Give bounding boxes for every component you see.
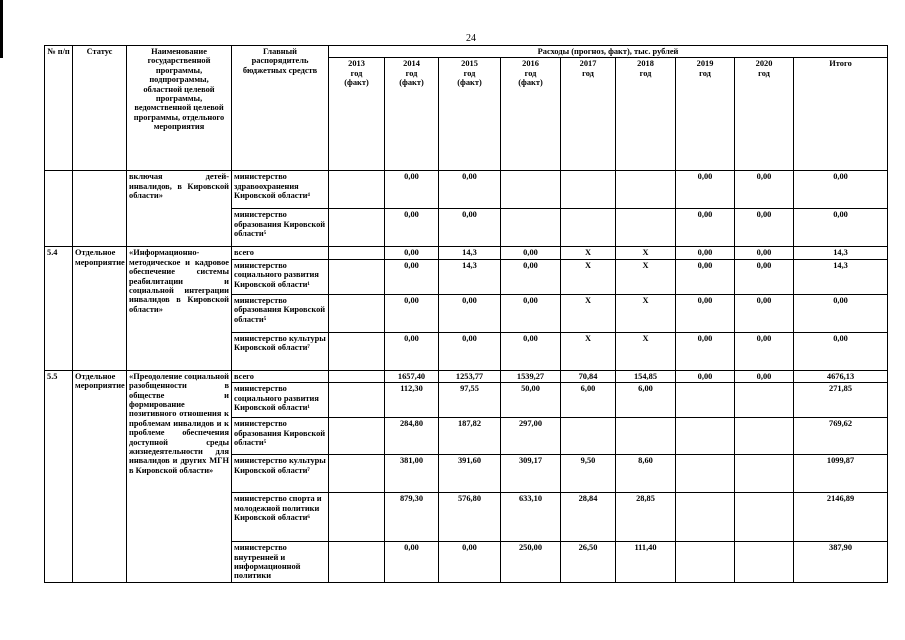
- value-cell: 0,00: [794, 171, 888, 209]
- value-cell: [501, 171, 561, 209]
- value-cell: 111,40: [616, 542, 676, 583]
- continuation-name: включая детей-инвалидов, в Кировской области»: [127, 171, 232, 247]
- table-row: [45, 171, 888, 209]
- value-cell: [676, 383, 735, 418]
- value-cell: [329, 493, 385, 542]
- value-cell: 769,62: [794, 418, 888, 455]
- text-cell: (факт): [344, 78, 369, 88]
- value-cell: 1099,87: [794, 455, 888, 493]
- text-cell: год: [582, 68, 594, 78]
- value-cell: 381,00: [385, 455, 439, 493]
- value-cell: 0,00: [501, 247, 561, 259]
- value-cell: 0,00: [735, 209, 794, 247]
- value-cell: [735, 455, 794, 493]
- status-cell: Отдельное мероприятие: [73, 370, 127, 582]
- header-expenses: Расходы (прогноз, факт), тыс. рублей: [329, 46, 888, 58]
- value-cell: [561, 418, 616, 455]
- value-cell: [329, 209, 385, 247]
- header-status: Статус: [73, 46, 127, 171]
- value-cell: [329, 247, 385, 259]
- value-cell: 0,00: [439, 294, 501, 332]
- value-cell: X: [561, 259, 616, 294]
- value-cell: 0,00: [794, 209, 888, 247]
- value-cell: 14,3: [794, 247, 888, 259]
- value-cell: X: [616, 259, 676, 294]
- value-cell: 50,00: [501, 383, 561, 418]
- number-cell: 5.4: [45, 247, 73, 370]
- text-cell: 2017: [579, 59, 597, 69]
- value-cell: [329, 542, 385, 583]
- value-cell: X: [561, 332, 616, 370]
- header-total: Итого: [794, 58, 888, 171]
- value-cell: 0,00: [735, 247, 794, 259]
- value-cell: [735, 383, 794, 418]
- value-cell: 14,3: [439, 259, 501, 294]
- value-cell: 0,00: [385, 294, 439, 332]
- header-year: [676, 58, 735, 171]
- value-cell: 0,00: [735, 332, 794, 370]
- value-cell: [676, 455, 735, 493]
- value-cell: 1539,27: [501, 370, 561, 382]
- value-cell: X: [616, 294, 676, 332]
- value-cell: 309,17: [501, 455, 561, 493]
- page-edge-mark: [0, 0, 3, 58]
- value-cell: 4676,13: [794, 370, 888, 382]
- value-cell: X: [561, 294, 616, 332]
- manager-cell: министерство социального развития Кировской области¹: [232, 259, 329, 294]
- table-row: [45, 370, 888, 382]
- manager-cell: министерство спорта и молодежной политики Кировской области⁶: [232, 493, 329, 542]
- value-cell: 0,00: [385, 209, 439, 247]
- value-cell: 6,00: [561, 383, 616, 418]
- table-cell: [73, 171, 127, 247]
- text-cell: 2018: [637, 59, 654, 69]
- manager-cell: министерство образования Кировской области⁵: [232, 418, 329, 455]
- value-cell: 576,80: [439, 493, 501, 542]
- value-cell: 633,10: [501, 493, 561, 542]
- value-cell: [616, 209, 676, 247]
- number-cell: 5.5: [45, 370, 73, 582]
- header-year: [561, 58, 616, 171]
- value-cell: 0,00: [676, 209, 735, 247]
- value-cell: 0,00: [735, 171, 794, 209]
- value-cell: X: [616, 247, 676, 259]
- value-cell: [329, 455, 385, 493]
- value-cell: [735, 418, 794, 455]
- value-cell: 0,00: [794, 332, 888, 370]
- manager-cell: министерство образования Кировской области⁵: [232, 294, 329, 332]
- value-cell: 14,3: [794, 259, 888, 294]
- value-cell: X: [561, 247, 616, 259]
- manager-cell: министерство культуры Кировской области⁷: [232, 332, 329, 370]
- value-cell: 0,00: [676, 332, 735, 370]
- value-cell: [329, 332, 385, 370]
- value-cell: [561, 209, 616, 247]
- text-cell: 2014: [403, 59, 420, 69]
- text-cell: (факт): [399, 78, 424, 88]
- value-cell: 0,00: [676, 247, 735, 259]
- value-cell: [501, 209, 561, 247]
- value-cell: [329, 383, 385, 418]
- value-cell: 187,82: [439, 418, 501, 455]
- manager-cell: всего: [232, 247, 329, 259]
- text-cell: год: [524, 68, 537, 78]
- value-cell: [676, 542, 735, 583]
- header-year: [385, 58, 439, 171]
- value-cell: 250,00: [501, 542, 561, 583]
- value-cell: 0,00: [385, 171, 439, 209]
- value-cell: 0,00: [501, 259, 561, 294]
- manager-cell: министерство образования Кировской области⁵: [232, 209, 329, 247]
- text-cell: год: [699, 68, 711, 78]
- text-cell: год: [758, 68, 770, 78]
- text-cell: год: [350, 68, 363, 78]
- value-cell: [735, 493, 794, 542]
- value-cell: [329, 370, 385, 382]
- manager-cell: министерство социального развития Кировской области¹: [232, 383, 329, 418]
- table-cell: [45, 171, 73, 247]
- header-year: [329, 58, 385, 171]
- header-year: [616, 58, 676, 171]
- text-cell: 2016: [522, 59, 539, 69]
- value-cell: X: [616, 332, 676, 370]
- value-cell: 2146,89: [794, 493, 888, 542]
- value-cell: [616, 418, 676, 455]
- text-cell: год: [639, 68, 652, 78]
- header-year: [439, 58, 501, 171]
- value-cell: 0,00: [676, 171, 735, 209]
- page-number: 24: [466, 33, 476, 44]
- value-cell: 0,00: [439, 209, 501, 247]
- manager-cell: министерство здравоохранения Кировской области⁴: [232, 171, 329, 209]
- value-cell: 391,60: [439, 455, 501, 493]
- table-row: [45, 247, 888, 259]
- value-cell: 879,30: [385, 493, 439, 542]
- value-cell: [329, 259, 385, 294]
- value-cell: 154,85: [616, 370, 676, 382]
- value-cell: 97,55: [439, 383, 501, 418]
- manager-cell: министерство культуры Кировской области⁷: [232, 455, 329, 493]
- value-cell: [616, 171, 676, 209]
- value-cell: 70,84: [561, 370, 616, 382]
- value-cell: 0,00: [501, 332, 561, 370]
- value-cell: 0,00: [676, 370, 735, 382]
- value-cell: 387,90: [794, 542, 888, 583]
- value-cell: 26,50: [561, 542, 616, 583]
- value-cell: 9,50: [561, 455, 616, 493]
- value-cell: 14,3: [439, 247, 501, 259]
- value-cell: 284,80: [385, 418, 439, 455]
- text-cell: (факт): [518, 78, 543, 88]
- name-cell: «Преодоление социальной разобщенности в обществе и формирование позитивного отношения к проблемам инвалидов и к проблеме обеспечения доступной среды жизнедеятельности для инвалидов и других МГН в Кировской области»: [127, 370, 232, 582]
- text-cell: 2019: [696, 59, 714, 69]
- header-year: [501, 58, 561, 171]
- text-cell: 2020: [755, 59, 773, 69]
- value-cell: 0,00: [385, 332, 439, 370]
- value-cell: [735, 542, 794, 583]
- value-cell: 0,00: [794, 294, 888, 332]
- value-cell: 0,00: [439, 542, 501, 583]
- text-cell: год: [405, 68, 418, 78]
- value-cell: [329, 171, 385, 209]
- manager-cell: министерство внутренней и информационной политики: [232, 542, 329, 583]
- value-cell: 112,30: [385, 383, 439, 418]
- header-manager: Главный распорядитель бюджетных средств: [232, 46, 329, 171]
- value-cell: 8,60: [616, 455, 676, 493]
- value-cell: 0,00: [385, 259, 439, 294]
- value-cell: [561, 171, 616, 209]
- value-cell: 0,00: [735, 259, 794, 294]
- header-year: [735, 58, 794, 171]
- value-cell: 6,00: [616, 383, 676, 418]
- value-cell: 0,00: [439, 332, 501, 370]
- value-cell: 0,00: [676, 259, 735, 294]
- header-no: № п/п: [45, 46, 73, 171]
- value-cell: 0,00: [385, 247, 439, 259]
- value-cell: [676, 493, 735, 542]
- value-cell: 297,00: [501, 418, 561, 455]
- value-cell: 0,00: [501, 294, 561, 332]
- value-cell: 1657,40: [385, 370, 439, 382]
- value-cell: 271,85: [794, 383, 888, 418]
- value-cell: 0,00: [385, 542, 439, 583]
- manager-cell: всего: [232, 370, 329, 382]
- value-cell: 0,00: [735, 294, 794, 332]
- table-row: [45, 46, 888, 58]
- header-name: Наименование государственной программы, подпрограммы, областной целевой программы, ведомственной целевой программы, отдельного мероприятия: [127, 46, 232, 171]
- text-cell: (факт): [457, 78, 482, 88]
- text-cell: 2015: [461, 59, 478, 69]
- value-cell: [676, 418, 735, 455]
- status-cell: Отдельное мероприятие: [73, 247, 127, 370]
- value-cell: 0,00: [439, 171, 501, 209]
- name-cell: «Информационно-методическое и кадровое обеспечение системы реабилитации и социальной интеграции инвалидов в Кировской области»: [127, 247, 232, 370]
- value-cell: 28,85: [616, 493, 676, 542]
- text-cell: год: [463, 68, 476, 78]
- value-cell: 0,00: [676, 294, 735, 332]
- value-cell: 28,84: [561, 493, 616, 542]
- value-cell: [329, 418, 385, 455]
- value-cell: [329, 294, 385, 332]
- text-cell: 2013: [348, 59, 365, 69]
- expenses-table: [44, 45, 888, 583]
- value-cell: 1253,77: [439, 370, 501, 382]
- value-cell: 0,00: [735, 370, 794, 382]
